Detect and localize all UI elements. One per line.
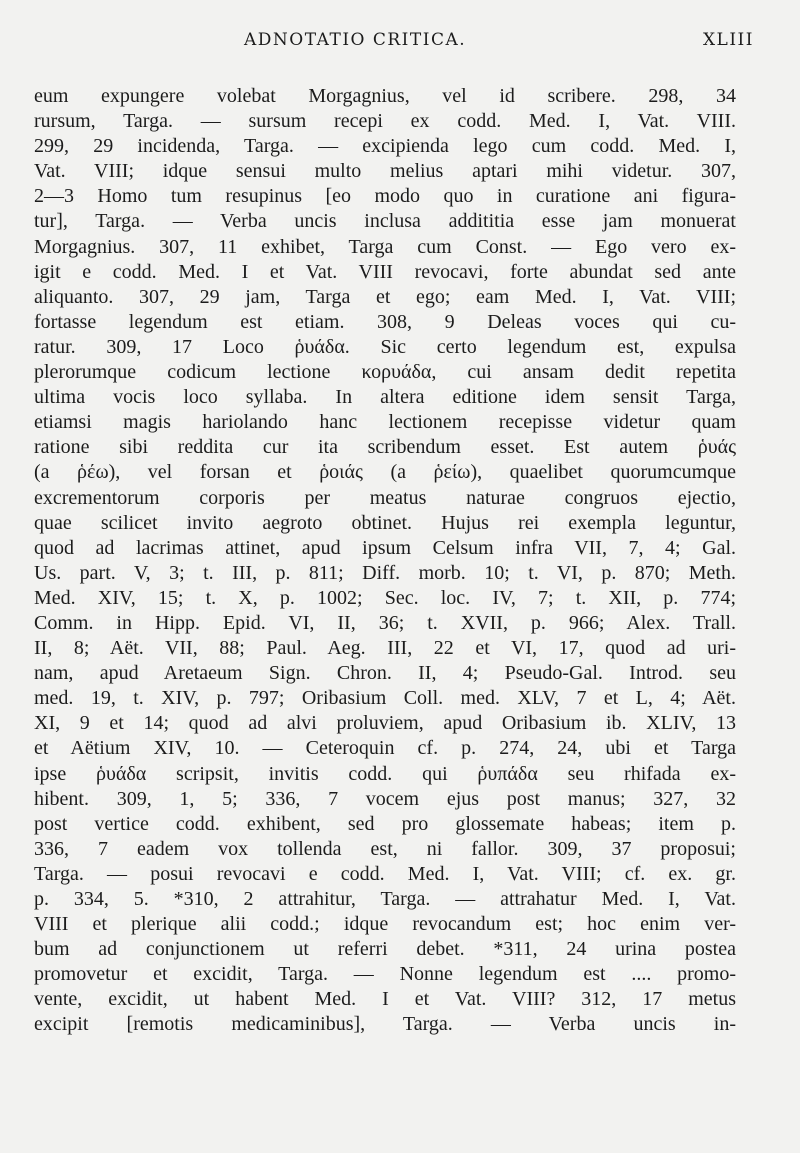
text-line: II, 8; Aët. VII, 88; Paul. Aeg. III, 22 et VI, 17, quod ad uri- bbox=[34, 637, 736, 660]
text-line: bum ad conjunctionem ut referri debet. *311, 24 urina postea bbox=[34, 938, 736, 961]
text-line: hibent. 309, 1, 5; 336, 7 vocem ejus post manus; 327, 32 bbox=[34, 787, 736, 810]
critical-notes-text bbox=[34, 84, 736, 1038]
text-line: ratur. 309, 17 Loco ῥυάδα. Sic certo legendum est, expulsa bbox=[34, 335, 736, 358]
text-line: XI, 9 et 14; quod ad alvi proluviem, apud Oribasium ib. XLIV, 13 bbox=[34, 712, 736, 735]
text-line: Vat. VIII; idque sensui multo melius aptari mihi videtur. 307, bbox=[34, 160, 736, 183]
text-line: plerorumque codicum lectione κορυάδα, cui ansam dedit repetita bbox=[34, 361, 736, 384]
text-line: nam, apud Aretaeum Sign. Chron. II, 4; Pseudo-Gal. Introd. seu bbox=[34, 662, 736, 685]
text-line: et Aëtium XIV, 10. — Ceteroquin cf. p. 274, 24, ubi et Targa bbox=[34, 737, 736, 760]
text-line: tur], Targa. — Verba uncis inclusa addititia esse jam monuerat bbox=[34, 210, 736, 233]
text-line: 336, 7 eadem vox tollenda est, ni fallor. 309, 37 proposui; bbox=[34, 837, 736, 860]
text-line: 2—3 Homo tum resupinus [eo modo quo in curatione ani figura- bbox=[34, 185, 736, 208]
text-line: post vertice codd. exhibent, sed pro glossemate habeas; item p. bbox=[34, 812, 736, 835]
text-line: p. 334, 5. *310, 2 attrahitur, Targa. — attrahatur Med. I, Vat. bbox=[34, 888, 736, 910]
text-line: Morgagnius. 307, 11 exhibet, Targa cum Const. — Ego vero ex- bbox=[34, 235, 736, 258]
text-line: (a ῥέω), vel forsan et ῥοιάς (a ῥείω), quaelibet quorumcumque bbox=[34, 461, 737, 484]
text-line: 299, 29 incidenda, Targa. — excipienda lego cum codd. Med. I, bbox=[34, 135, 736, 158]
text-line: promovetur et excidit, Targa. — Nonne legendum est .... promo- bbox=[34, 963, 736, 986]
text-line: aliquanto. 307, 29 jam, Targa et ego; eam Med. I, Vat. VIII; bbox=[34, 285, 736, 308]
text-line: med. 19, t. XIV, p. 797; Oribasium Coll. med. XLV, 7 et L, 4; Aët. bbox=[34, 687, 736, 710]
text-line: ratione sibi reddita cur ita scribendum esset. Est autem ῥυάς bbox=[34, 436, 736, 459]
text-line: excrementorum corporis per meatus naturae congruos ejectio, bbox=[34, 486, 736, 509]
running-title: ADNOTATIO CRITICA. bbox=[244, 30, 467, 50]
text-line: VIII et plerique alii codd.; idque revocandum est; hoc enim ver- bbox=[34, 913, 736, 936]
text-line: rursum, Targa. — sursum recepi ex codd. Med. I, Vat. VIII. bbox=[34, 110, 736, 133]
running-header bbox=[34, 30, 770, 58]
text-line: Med. XIV, 15; t. X, p. 1002; Sec. loc. IV, 7; t. XII, p. 774; bbox=[34, 586, 736, 609]
text-line: ipse ῥυάδα scripsit, invitis codd. qui ῥυπάδα seu rhifada ex- bbox=[34, 762, 736, 785]
text-line: Targa. — posui revocavi e codd. Med. I, Vat. VIII; cf. ex. gr. bbox=[34, 862, 736, 885]
text-line: excipit [remotis medicaminibus], Targa. — Verba uncis in- bbox=[34, 1013, 736, 1036]
text-line: quod ad lacrimas attinet, apud ipsum Celsum infra VII, 7, 4; Gal. bbox=[34, 536, 736, 559]
text-line: etiamsi magis hariolando hanc lectionem recepisse videtur quam bbox=[34, 411, 736, 434]
text-line: eum expungere volebat Morgagnius, vel id scribere. 298, 34 bbox=[34, 85, 736, 107]
text-line: ultima vocis loco syllaba. In altera editione idem sensit Targa, bbox=[34, 386, 736, 409]
text-line: fortasse legendum est etiam. 308, 9 Deleas voces qui cu- bbox=[34, 310, 736, 333]
text-line: igit e codd. Med. I et Vat. VIII revocavi, forte abundat sed ante bbox=[34, 260, 736, 283]
text-line: vente, excidit, ut habent Med. I et Vat. VIII? 312, 17 metus bbox=[34, 988, 736, 1011]
text-line: Us. part. V, 3; t. III, p. 811; Diff. morb. 10; t. VI, p. 870; Meth. bbox=[34, 561, 736, 584]
text-line: Comm. in Hipp. Epid. VI, II, 36; t. XVII, p. 966; Alex. Trall. bbox=[34, 611, 736, 634]
text-line: quae scilicet invito aegroto obtinet. Hujus rei exempla leguntur, bbox=[34, 511, 736, 534]
page-number: XLIII bbox=[702, 30, 754, 50]
